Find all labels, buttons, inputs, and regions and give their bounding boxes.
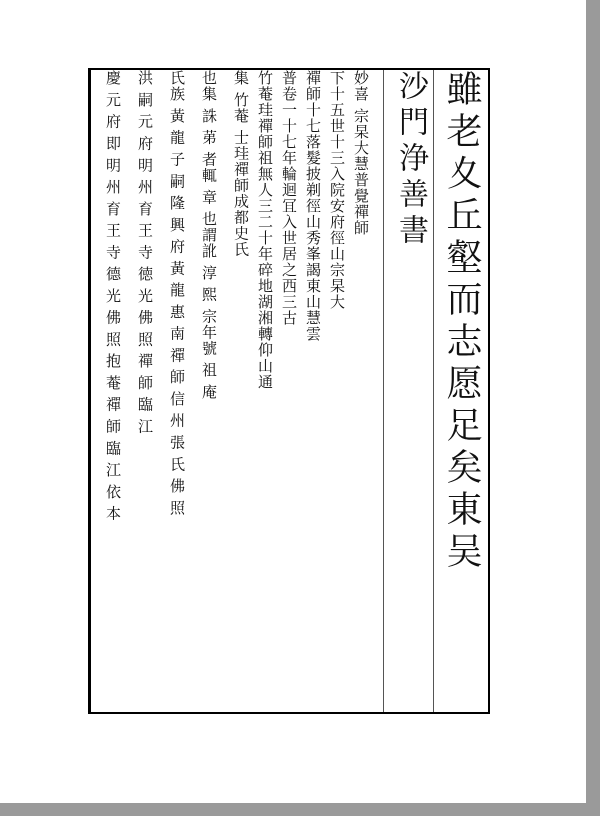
column-rule: [433, 70, 434, 712]
main-text-column-1: 雖老夊丘壑而志愿足矣東吴: [441, 70, 482, 574]
commentary-column: 也集 誅 苐 者輒 章 也謂訛 淳 熙 宗年號 祖 庵: [200, 70, 218, 400]
page-shadow-bottom: [0, 803, 600, 816]
column-rule: [383, 70, 384, 712]
commentary-column: 竹菴珪禪師祖無人三二十年碎地湖湘轉仰山通: [256, 70, 274, 390]
text-frame: [88, 68, 490, 714]
commentary-column: 洪 嗣 元 府 明 州 育 王 寺 徳 光 佛 照 禪 師 臨 江: [136, 70, 154, 435]
page-shadow-right: [586, 0, 600, 816]
commentary-column: 下十五世十三入院安府徑山宗杲大: [328, 70, 346, 310]
commentary-column: 禪師十七落髮披剃徑山秀峯謁東山慧雲: [304, 70, 322, 342]
commentary-column: 妙喜 宗杲大慧普覺禪師: [352, 70, 370, 236]
commentary-column: 慶 元 府 即 明 州 育 王 寺 德 光 佛 照 抱 菴 禪 師 臨 江 依 本: [104, 70, 122, 522]
commentary-column: 氏族 黃 龍 子 嗣 隆 興 府 黃 龍 惠 南 禪 師 信 州 張 氏 佛 照: [168, 70, 186, 516]
commentary-column: 集 竹菴 士珪禪師成都史氏: [232, 70, 250, 258]
main-text-column-2: 沙門浄善書: [393, 70, 428, 250]
commentary-column: 普卷一十七年輪迴冝入世居之西三古: [280, 70, 298, 326]
